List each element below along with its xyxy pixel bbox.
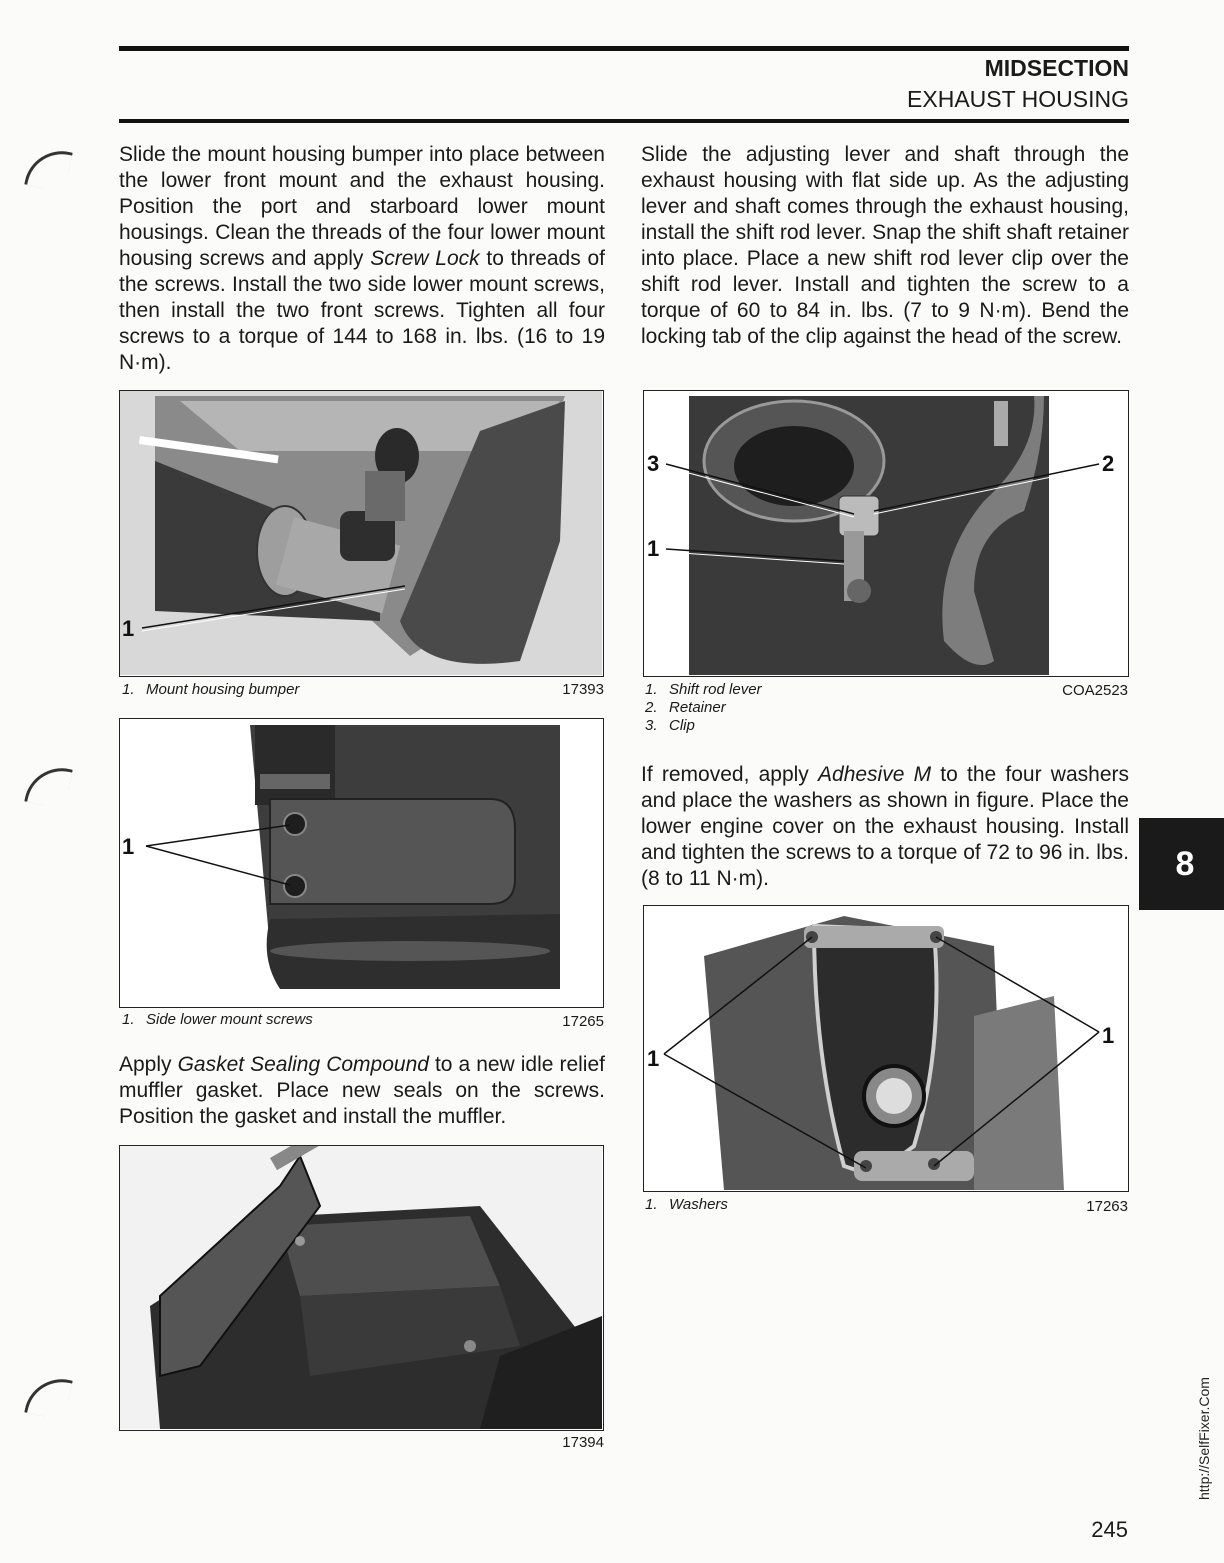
figure4-id: COA2523 [1062,682,1128,699]
callout-1: 1 [122,616,135,641]
figure-muffler-installed [119,1145,604,1431]
washers-instructions: If removed, apply Adhesive M to the four washers and place the washers as shown in figure. Place the lower engine cover on the exhaust housing. Install and tighten the screws to a torque of 72 to 96 in. lbs. (8 to 11 N·m). [641,763,1129,890]
figure5-legend [645,1196,728,1214]
callout-2: 2 [1102,451,1115,476]
mount-bumper-instructions: Slide the mount housing bumper into place between the lower front mount and the exhaust housing. Position the port and starboard lower mount housings. Clean the threads of the four lower mount housing screws and apply Screw Lock to threads of the screws. Install the two side lower mount screws, then install the two front screws. Tighten all four screws to a torque of 144 to 168 in. lbs. (16 to 19 N·m). [119,143,606,374]
callout-1-left: 1 [647,1046,660,1071]
binding-mark-bottom [24,1372,73,1421]
section-title: MIDSECTION [984,55,1129,81]
figure-side-lower-mount-screws [119,718,604,1008]
muffler-instructions: Apply Gasket Sealing Compound to a new idle relief muffler gasket. Place new seals on the screws. Position the gasket and install the muffler. [119,1053,605,1128]
legend-item: 2. Retainer [645,699,726,716]
legend-item: 1. Side lower mount screws [122,1011,313,1028]
chapter-tab: 8 [1139,818,1224,910]
figure5-id: 17263 [1086,1198,1128,1215]
header-rule-bottom [119,119,1129,123]
legend-item: 1. Washers [645,1196,728,1213]
figure1-legend [122,681,299,699]
source-url: http://SelfFixer.Com [1196,1377,1212,1500]
shift-lever-instructions: Slide the adjusting lever and shaft through the exhaust housing with flat side up. As the adjusting lever and shaft comes through the exhaust housing, install the shift rod lever. Snap the shift shaft retainer into place. Place a new shift rod lever clip over the shift rod lever. Install and tighten the screw to a torque of 60 to 84 in. lbs. (7 to 9 N·m). Bend the locking tab of the clip against the head of the screw. [641,143,1129,348]
legend-item: 3. Clip [645,717,695,734]
figure2-id: 17265 [562,1013,604,1030]
figure-shift-rod-lever [643,390,1129,677]
header-rule-top [119,46,1129,51]
binding-mark-top [24,144,73,193]
page-number: 245 [1091,1517,1128,1542]
figure-washers [643,905,1129,1192]
binding-mark-middle [24,761,73,810]
callout-3: 3 [647,451,660,476]
callout-1-right: 1 [1102,1023,1115,1048]
figure3-id: 17394 [562,1434,604,1451]
callout-1: 1 [647,536,660,561]
legend-item: 1. Shift rod lever [645,681,762,698]
figure4-legend [645,681,762,735]
figure-mount-housing-bumper [119,390,604,677]
figure1-id: 17393 [562,681,604,698]
callout-1: 1 [122,834,135,859]
figure2-legend [122,1011,313,1029]
subsection-title: EXHAUST HOUSING [907,86,1129,112]
legend-item: 1. Mount housing bumper [122,681,300,698]
